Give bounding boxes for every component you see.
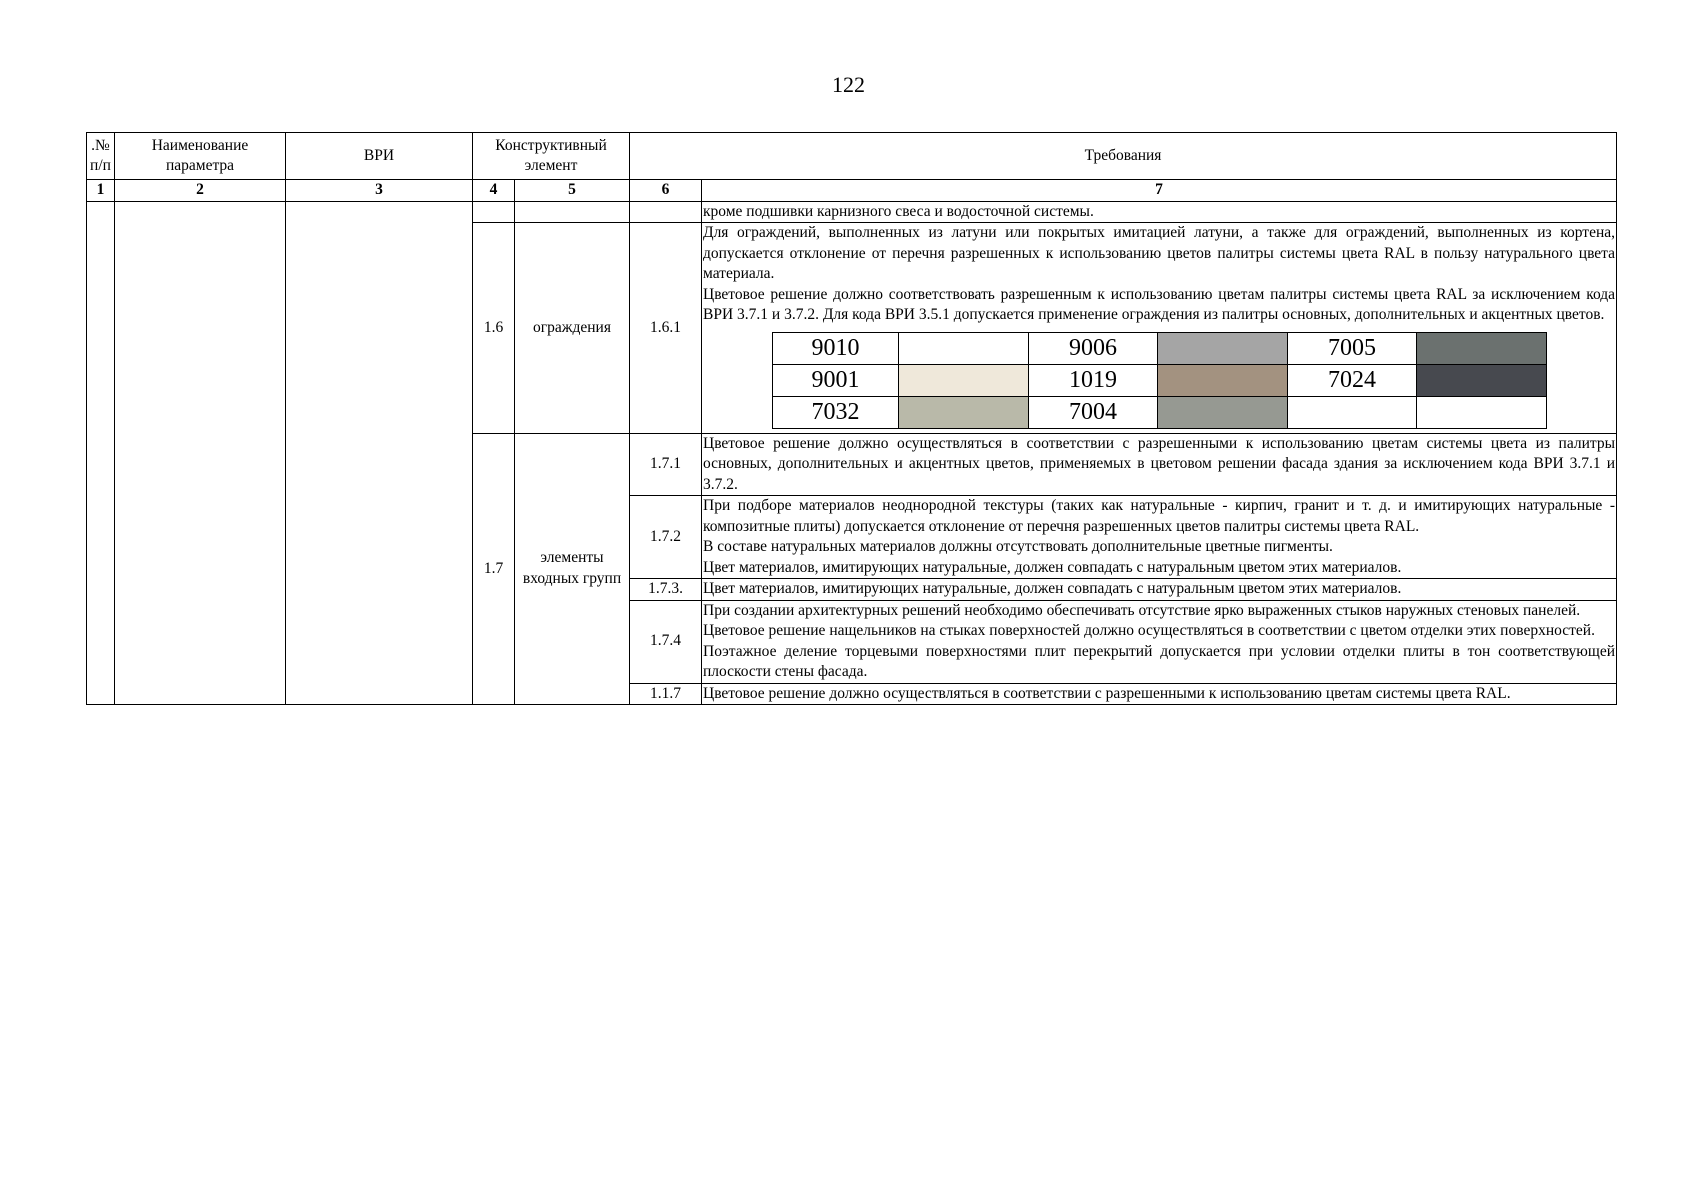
requirement-text: Цветовое решение должно соответствовать разрешенным к использованию цветам палитры системы цвета RAL за исключением кода ВРИ 3.7.1 и 3.7.2. Для кода ВРИ 3.5.1 допускается применение ограждения из палитры основных, дополнительных и акцентных цветов. — [703, 285, 1616, 323]
color-swatch — [1417, 396, 1547, 428]
ral-code: 9010 — [773, 332, 899, 364]
color-swatch — [1158, 364, 1288, 396]
header-vri: ВРИ — [286, 133, 473, 180]
ral-code: 7024 — [1288, 364, 1417, 396]
requirement-code: 1.7.4 — [630, 600, 702, 683]
color-swatch — [1158, 396, 1288, 428]
requirement-text: В составе натуральных материалов должны отсутствовать дополнительные цветные пигменты. — [703, 538, 1333, 555]
requirement-code: 1.7.3. — [630, 579, 702, 601]
palette-row — [773, 364, 1547, 396]
empty-cell — [515, 201, 630, 223]
ral-code: 7004 — [1029, 396, 1158, 428]
empty-cell — [630, 201, 702, 223]
requirement-text: Поэтажное деление торцевыми поверхностями плит перекрытий допускается при условии отделки плиты в тон соответствующей плоскости стены фасада. — [703, 642, 1616, 680]
empty-cell — [115, 201, 286, 705]
color-swatch — [1417, 332, 1547, 364]
header-structural-element: Конструктивный элемент — [473, 133, 630, 180]
palette-row — [773, 332, 1547, 364]
column-number: 1 — [87, 180, 115, 202]
requirements-table — [86, 132, 1617, 705]
table-header-row — [87, 133, 1617, 180]
requirement-cell — [702, 496, 1617, 579]
requirement-text: Цветовое решение должно осуществляться в соответствии с разрешенными к использованию цветам системы цвета RAL. — [702, 683, 1617, 705]
header-parameter-name: Наименование параметра — [115, 133, 286, 180]
requirement-text: При создании архитектурных решений необходимо обеспечивать отсутствие ярко выраженных стыков наружных стеновых панелей. — [703, 601, 1581, 619]
requirement-text: Цвет материалов, имитирующих натуральные, должен совпадать с натуральным цветом этих материалов. — [703, 558, 1402, 576]
color-swatch — [899, 332, 1029, 364]
requirement-code: 1.6.1 — [630, 223, 702, 434]
requirement-cell — [702, 600, 1617, 683]
color-swatch — [1158, 332, 1288, 364]
element-name: элементы входных групп — [515, 433, 630, 705]
empty-cell — [286, 201, 473, 705]
column-number: 3 — [286, 180, 473, 202]
requirement-text: Цветовое решение нащельников на стыках поверхностей должно осуществляться в соответствии с цветом отделки этих поверхностей. — [703, 622, 1595, 639]
empty-cell — [87, 201, 115, 705]
column-number: 7 — [702, 180, 1617, 202]
ral-color-palette — [772, 332, 1547, 429]
ral-code: 1019 — [1029, 364, 1158, 396]
page-number: 122 — [832, 72, 865, 97]
requirement-text: кроме подшивки карнизного свеса и водосточной системы. — [702, 201, 1617, 223]
empty-cell — [473, 201, 515, 223]
element-name: ограждения — [515, 223, 630, 434]
requirement-code: 1.1.7 — [630, 683, 702, 705]
header-number: .№ п/п — [87, 133, 115, 180]
requirement-code: 1.7.1 — [630, 433, 702, 496]
ral-code: 7032 — [773, 396, 899, 428]
element-number: 1.7 — [473, 433, 515, 705]
ral-code: 7005 — [1288, 332, 1417, 364]
color-swatch — [1417, 364, 1547, 396]
requirement-text: Цветовое решение должно осуществляться в соответствии с разрешенными к использованию цветам системы цвета из палитры основных, дополнительных и акцентных цветов, применяемых в цветовом решении фасада здания за исключением кода ВРИ 3.7.1 и 3.7.2. — [702, 433, 1617, 496]
column-number: 5 — [515, 180, 630, 202]
table-row — [87, 201, 1617, 223]
requirement-text: Цвет материалов, имитирующих натуральные, должен совпадать с натуральным цветом этих материалов. — [702, 579, 1617, 601]
color-swatch — [899, 364, 1029, 396]
column-number: 2 — [115, 180, 286, 202]
ral-code: 9001 — [773, 364, 899, 396]
requirement-cell — [702, 223, 1617, 434]
requirement-text: Для ограждений, выполненных из латуни или покрытых имитацией латуни, а также для ограждений, выполненных из кортена, допускается отклонение от перечня разрешенных к использованию цветов палитры системы цвета RAL в пользу натурального цвета материала. — [703, 224, 1616, 282]
requirement-text: При подборе материалов неоднородной текстуры (таких как натуральные - кирпич, гранит и т. д. и имитирующих натуральные - композитные плиты) допускается отклонение от перечня разрешенных цветов палитры системы цвета RAL. — [703, 497, 1616, 535]
header-requirements: Требования — [630, 133, 1617, 180]
column-number: 6 — [630, 180, 702, 202]
column-number: 4 — [473, 180, 515, 202]
ral-code: 9006 — [1029, 332, 1158, 364]
ral-code — [1288, 396, 1417, 428]
element-number: 1.6 — [473, 223, 515, 434]
requirement-code: 1.7.2 — [630, 496, 702, 579]
column-numbers-row — [87, 180, 1617, 202]
palette-row — [773, 396, 1547, 428]
color-swatch — [899, 396, 1029, 428]
